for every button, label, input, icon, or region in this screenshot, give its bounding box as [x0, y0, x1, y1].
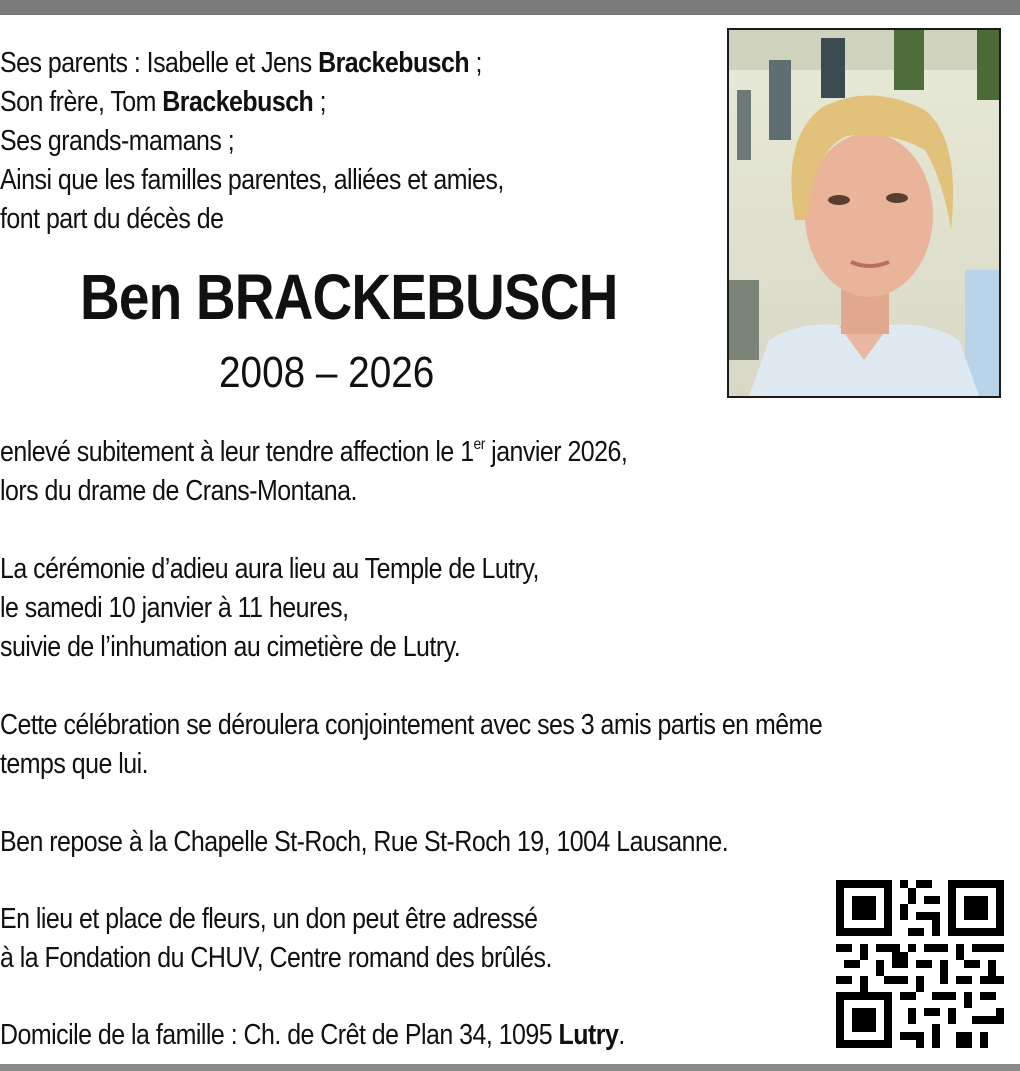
intro-line-families: Ainsi que les familles parentes, alliées et amies,: [0, 164, 504, 196]
qr-code-icon[interactable]: [836, 880, 1004, 1048]
portrait-illustration: [729, 30, 999, 396]
death-line-1: enlevé subitement à leur tendre affection le 1er janvier 2026,: [0, 436, 628, 468]
ceremony-line-1: La cérémonie d’adieu aura lieu au Temple de Lutry,: [0, 553, 539, 585]
celebration-line-1: Cette célébration se déroulera conjointement avec ses 3 amis partis en même: [0, 709, 823, 741]
death-line-2: lors du drame de Crans-Montana.: [0, 475, 357, 507]
intro-line-grandmothers: Ses grands-mamans ;: [0, 125, 235, 157]
life-dates: 2008 – 2026: [219, 348, 435, 397]
top-rule: [0, 0, 1020, 15]
bottom-rule: [0, 1064, 1020, 1071]
resting-place: Ben repose à la Chapelle St-Roch, Rue St-Roch 19, 1004 Lausanne.: [0, 826, 729, 858]
portrait-photo: [727, 28, 1001, 398]
donation-line-2: à la Fondation du CHUV, Centre romand des brûlés.: [0, 942, 552, 974]
family-domicile: Domicile de la famille : Ch. de Crêt de Plan 34, 1095 Lutry.: [0, 1019, 625, 1051]
intro-line-parents: Ses parents : Isabelle et Jens Brackebusch ;: [0, 47, 482, 79]
donation-line-1: En lieu et place de fleurs, un don peut être adressé: [0, 903, 538, 935]
intro-line-announce: font part du décès de: [0, 203, 224, 235]
ceremony-line-2: le samedi 10 janvier à 11 heures,: [0, 592, 349, 624]
intro-line-brother: Son frère, Tom Brackebusch ;: [0, 86, 327, 118]
deceased-name: Ben BRACKEBUSCH: [80, 261, 618, 333]
ceremony-line-3: suivie de l’inhumation au cimetière de Lutry.: [0, 631, 461, 663]
celebration-line-2: temps que lui.: [0, 748, 149, 780]
